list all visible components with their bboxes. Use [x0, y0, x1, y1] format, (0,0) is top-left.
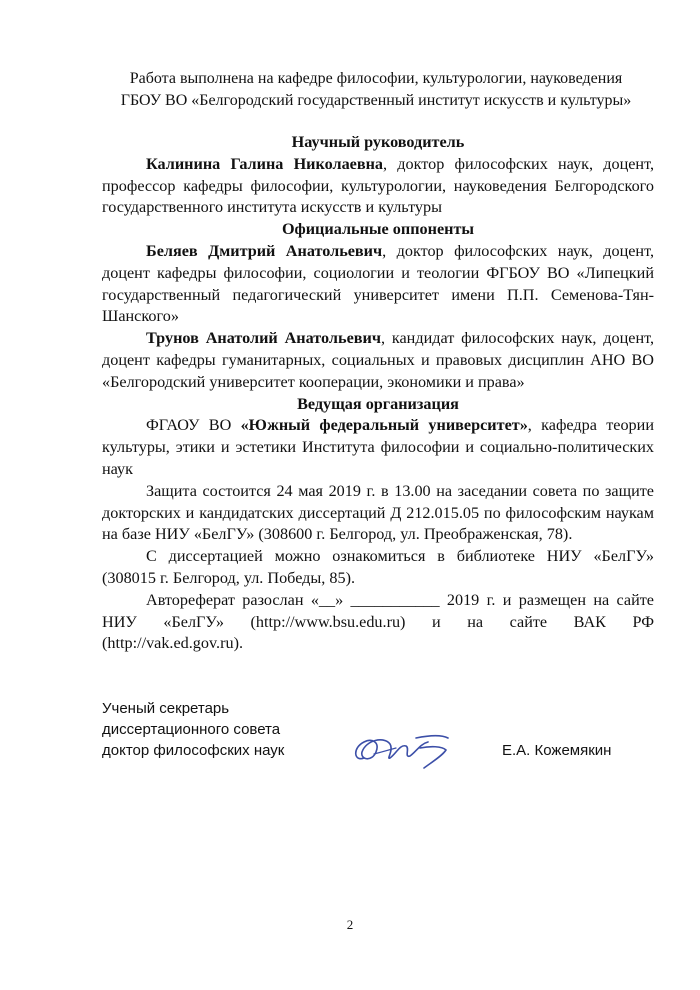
leading-org-heading: Ведущая организация	[297, 394, 459, 413]
leading-org-details: , кафедра теории культуры, этики и эстетики Института философии и социально-политических наук	[102, 416, 654, 478]
abstract-line-1: Автореферат разослан «__» ___________ 2019 г. и размещен на сайте	[146, 590, 654, 609]
opponent-2-details: , кандидат философских наук, доцент, доцент кафедры гуманитарных, социальных и правовых дисциплин АНО ВО «Белгородский университет кооперации, экономики и права»	[102, 329, 655, 391]
supervisor-details: , доктор философских наук, доцент, профессор кафедры философии, культурологии, науковедения Белгородского государственного института искусств и культуры	[102, 154, 654, 217]
signature-title-line-1: Ученый секретарь	[102, 700, 230, 717]
header-line-2: ГБОУ ВО «Белгородский государственный институт искусств и культуры»	[120, 92, 632, 109]
abstract-line-2: НИУ «БелГУ» (http://www.bsu.edu.ru) и на сайте ВАК РФ	[102, 612, 654, 631]
library-paragraph: С диссертацией можно ознакомиться в библиотеке НИУ «БелГУ» (308015 г. Белгород, ул. Победы, 85).	[102, 547, 654, 587]
header-line-1: Работа выполнена на кафедре философии, культурологии, науковедения	[129, 70, 623, 87]
signature-block	[102, 698, 654, 761]
opponent-2-name: Трунов Анатолий Анатольевич	[146, 329, 381, 348]
opponent-1-details: , доктор философских наук, доцент, доцент кафедры философии, социологии и теологии ФГБОУ ВО «Липецкий государственный педагогический университет имени П.П. Семенова-Тян-Шанского»	[102, 241, 654, 326]
signature-title-line-2: диссертационного совета	[102, 721, 281, 738]
defense-paragraph: Защита состоится 24 мая 2019 г. в 13.00 на заседании совета по защите докторских и кандидатских диссертаций Д 212.015.05 по философским наукам на базе НИУ «БелГУ» (308600 г. Белгород, ул. Преображенская, 78).	[102, 481, 654, 544]
opponent-2-paragraph	[102, 328, 654, 393]
opponent-1-paragraph	[102, 241, 654, 328]
supervisor-heading: Научный руководитель	[291, 133, 465, 151]
main-content	[102, 132, 654, 655]
opponent-1-name: Беляев Дмитрий Анатольевич	[146, 241, 383, 260]
handwritten-signature	[350, 728, 460, 770]
leading-org-prefix: ФГАОУ ВО	[146, 416, 241, 435]
institution-header	[90, 68, 662, 112]
leading-org-paragraph	[102, 415, 654, 480]
opponents-heading: Официальные оппоненты	[281, 220, 475, 239]
page-number: 2	[346, 917, 354, 932]
signatory-name: Е.А. Кожемякин	[502, 742, 612, 759]
signature-title-line-3: доктор философских наук	[102, 742, 285, 759]
supervisor-paragraph	[102, 154, 654, 219]
leading-org-name: «Южный федеральный университет»	[240, 416, 528, 435]
supervisor-name: Калинина Галина Николаевна	[146, 154, 384, 173]
abstract-line-3: (http://vak.ed.gov.ru).	[102, 634, 244, 653]
